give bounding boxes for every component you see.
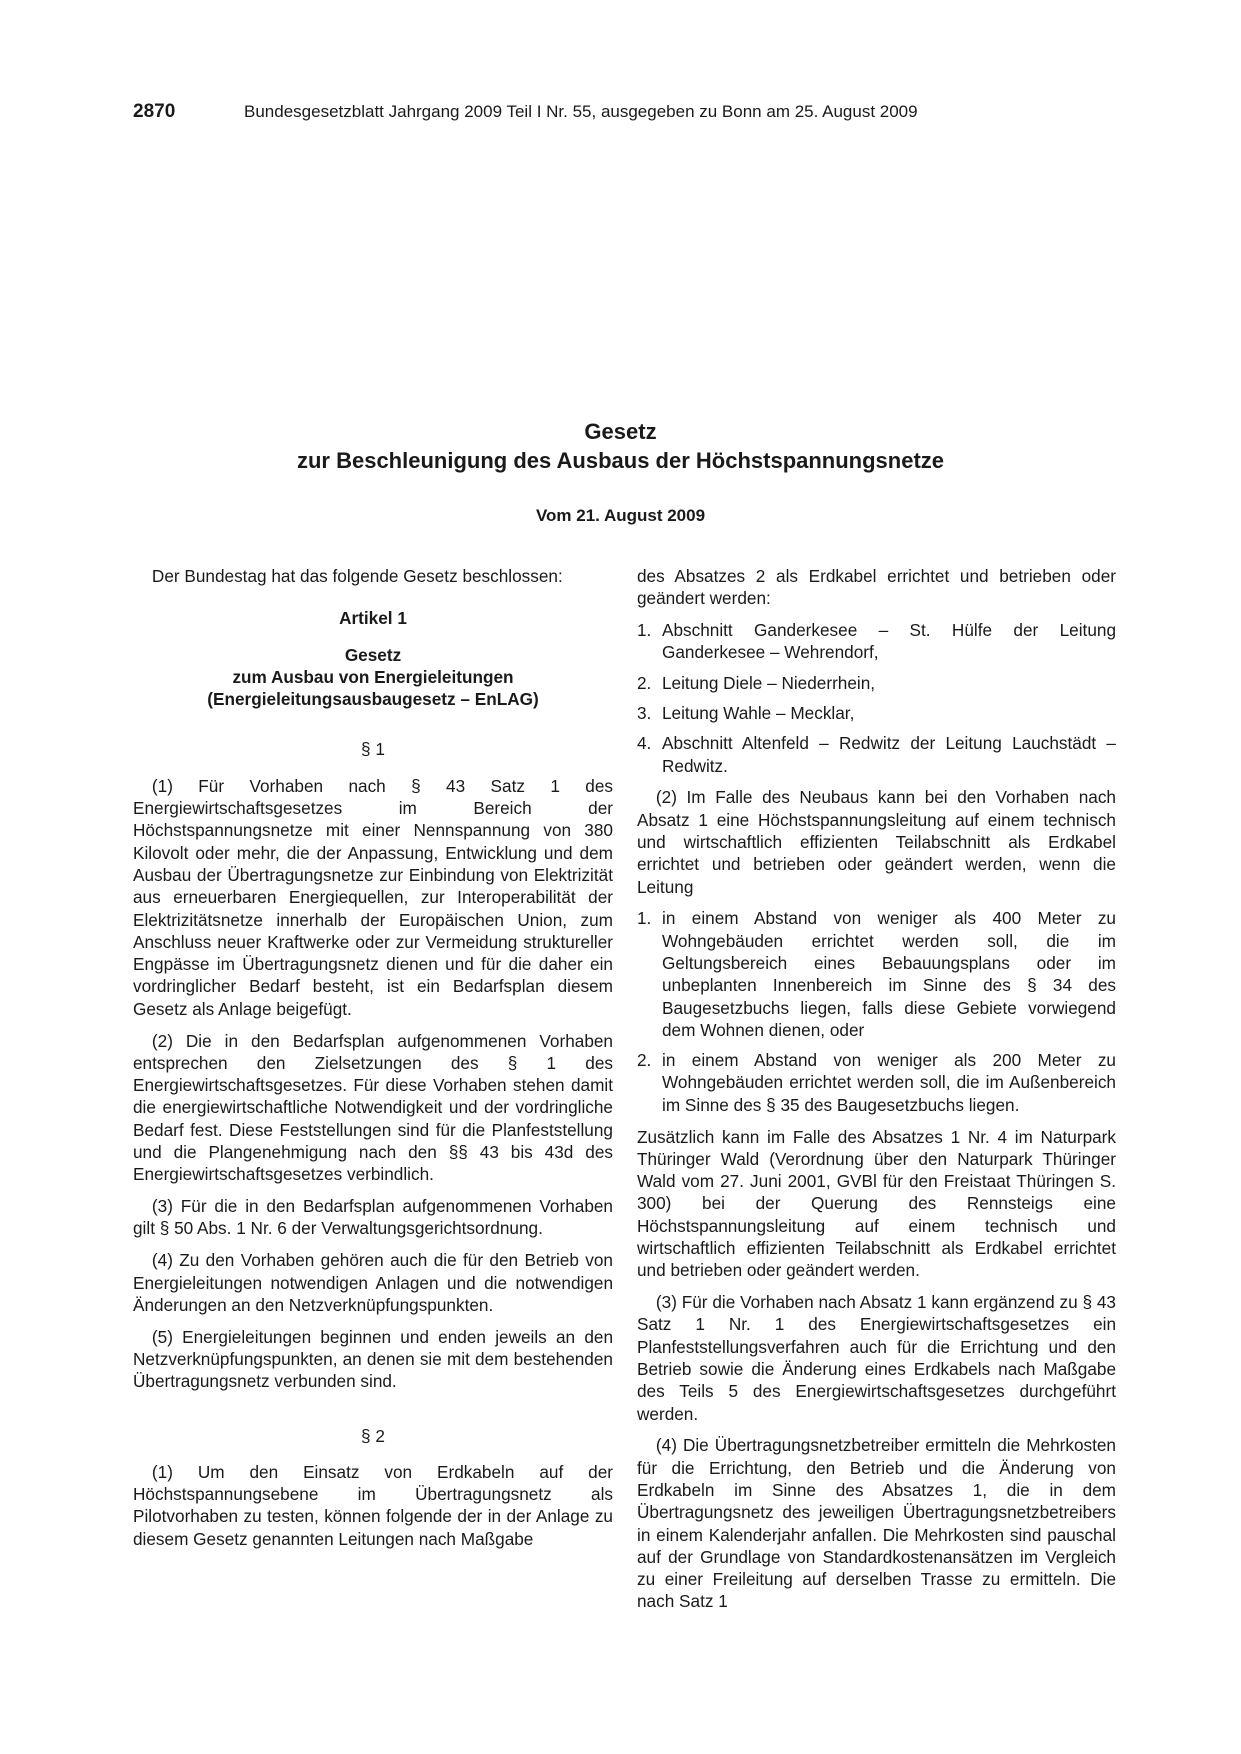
section-2-paragraph-1-continued: des Absatzes 2 als Erdkabel errichtet und betrieben oder geändert werden: [637,566,1116,609]
distance-conditions-list [637,907,1116,1116]
list-item-number: 1. [637,620,652,641]
section-1-paragraph-3: (3) Für die in den Bedarfsplan aufgenommenen Vorhaben gilt § 50 Abs. 1 Nr. 6 der Verwaltungsgerichtsordnung. [133,1196,613,1239]
article-law-title-line-2: zum Ausbau von Energieleitungen [232,666,514,687]
right-column [637,565,1116,1622]
preamble: Der Bundestag hat das folgende Gesetz beschlossen: [151,566,563,586]
list-item [637,907,1116,1041]
article-law-title-line-1: Gesetz [344,644,402,665]
section-1-heading: § 1 [361,739,385,760]
list-item [637,1049,1116,1116]
section-2-paragraph-1: (1) Um den Einsatz von Erdkabeln auf der Höchstspannungsebene im Übertragungsnetz als Pilotvorhaben zu testen, können folgende der in der Anlage zu diesem Gesetz genannten Leitungen nach Maßgabe [133,1461,613,1549]
title-block [0,417,1241,526]
list-item-text: in einem Abstand von weniger als 200 Meter zu Wohngebäuden errichtet werden soll, die im Außenbereich im Sinne des § 35 des Baugesetzbuchs liegen. [662,1050,1116,1115]
list-item-text: in einem Abstand von weniger als 400 Meter zu Wohngebäuden errichtet werden soll, die im Geltungsbereich eines Bebauungsplans oder im unbeplanten Innenbereich im Sinne des § 34 des Baugesetzbuchs liegen, falls diese Gebiete vorwiegend dem Wohnen dienen, oder [662,908,1116,1040]
list-item-text: Abschnitt Altenfeld – Redwitz der Leitung Lauchstädt – Redwitz. [662,733,1116,776]
law-title-line-2: zur Beschleunigung des Ausbaus der Höchstspannungsnetze [296,448,945,473]
law-title-line-1: Gesetz [584,419,657,444]
page-number: 2870 [133,101,176,122]
article-heading: Artikel 1 [339,608,407,629]
list-item-number: 2. [637,1050,652,1071]
list-item-number: 4. [637,733,652,754]
section-1-paragraph-4: (4) Zu den Vorhaben gehören auch die für den Betrieb von Energieleitungen notwendigen Anlagen und die notwendigen Änderungen an den Netzverknüpfungspunkten. [133,1250,613,1315]
article-law-title [133,644,613,711]
list-item [637,619,1116,664]
list-item-number: 2. [637,672,652,693]
page-header [133,101,918,123]
section-2-paragraph-4: (4) Die Übertragungsnetzbetreiber ermitteln die Mehrkosten für die Errichtung, den Betrieb und die Änderung von Erdkabeln im Sinne des Absatzes 1, die in dem Übertragungsnetz des jeweiligen Übertragungsnetzbetreibers in einem Kalenderjahr anfallen. Die Mehrkosten sind pauschal auf der Grundlage von Standardkostenansätzen im Vergleich zu einer Freileitung auf derselben Trasse zu ermitteln. Die nach Satz 1 [637,1435,1116,1612]
section-2-paragraph-3: (3) Für die Vorhaben nach Absatz 1 kann ergänzend zu § 43 Satz 1 Nr. 1 des Energiewirtschaftsgesetzes ein Planfeststellungsverfahren auch für die Errichtung und den Betrieb sowie die Änderung eines Erdkabels nach Maßgabe des Teils 5 des Energiewirtschaftsgesetzes durchgeführt werden. [637,1292,1116,1424]
section-1-paragraph-2: (2) Die in den Bedarfsplan aufgenommenen Vorhaben entsprechen den Zielsetzungen des § 1 des Energiewirtschaftsgesetzes. Für diese Vorhaben stehen damit die energiewirtschaftliche Notwendigkeit und der vordringliche Bedarf fest. Diese Feststellungen sind für die Planfeststellung und die Plangenehmigung nach den §§ 43 bis 43d des Energiewirtschaftsgesetzes verbindlich. [133,1030,613,1185]
list-item-number: 3. [637,702,652,723]
list-item-text: Leitung Wahle – Mecklar, [662,702,855,723]
section-1-paragraph-5: (5) Energieleitungen beginnen und enden jeweils an den Netzverknüpfungspunkten, an denen sie mit dem bestehenden Übertragungsnetz verbunden sind. [133,1326,613,1392]
list-item-text: Abschnitt Ganderkesee – St. Hülfe der Leitung Ganderkesee – Wehrendorf, [662,620,1116,663]
left-column [133,565,613,1559]
list-item [637,702,1116,724]
list-item [637,672,1116,694]
running-title: Bundesgesetzblatt Jahrgang 2009 Teil I Nr. 55, ausgegeben zu Bonn am 25. August 2009 [244,102,918,121]
list-item-number: 1. [637,908,652,929]
list-item [637,732,1116,777]
law-date: Vom 21. August 2009 [535,506,706,525]
list-item-text: Leitung Diele – Niederrhein, [662,672,876,693]
section-2-additional-provision: Zusätzlich kann im Falle des Absatzes 1 Nr. 4 im Naturpark Thüringer Wald (Verordnung über den Naturpark Thüringer Wald vom 27. Juni 2001, GVBl für den Freistaat Thüringen S. 300) bei der Querung des Rennsteigs eine Höchstspannungsleitung auf einem technisch und wirtschaftlich effizienten Teilabschnitt als Erdkabel errichtet und betrieben oder geändert werden. [637,1126,1116,1281]
section-2-heading: § 2 [361,1425,385,1446]
pilot-lines-list [637,619,1116,777]
article-law-title-line-3: (Energieleitungsausbaugesetz – EnLAG) [207,689,539,710]
section-2-paragraph-2: (2) Im Falle des Neubaus kann bei den Vorhaben nach Absatz 1 eine Höchstspannungsleitung auf einem technisch und wirtschaftlich effizienten Teilabschnitt als Erdkabel errichtet und betrieben oder geändert werden, wenn die Leitung [637,787,1116,897]
section-1-paragraph-1: (1) Für Vorhaben nach § 43 Satz 1 des Energiewirtschaftsgesetzes im Bereich der Höchstspannungsnetze mit einer Nennspannung von 380 Kilovolt oder mehr, die der Anpassung, Entwicklung und dem Ausbau der Übertragungsnetze zur Einbindung von Elektrizität aus erneuerbaren Energiequellen, zur Interoperabilität der Elektrizitätsnetze innerhalb der Europäischen Union, zum Anschluss neuer Kraftwerke oder zur Vermeidung struktureller Engpässe im Übertragungsnetz dienen und für die daher ein vordringlicher Bedarf besteht, ist ein Bedarfsplan diesem Gesetz als Anlage beigefügt. [133,775,613,1019]
